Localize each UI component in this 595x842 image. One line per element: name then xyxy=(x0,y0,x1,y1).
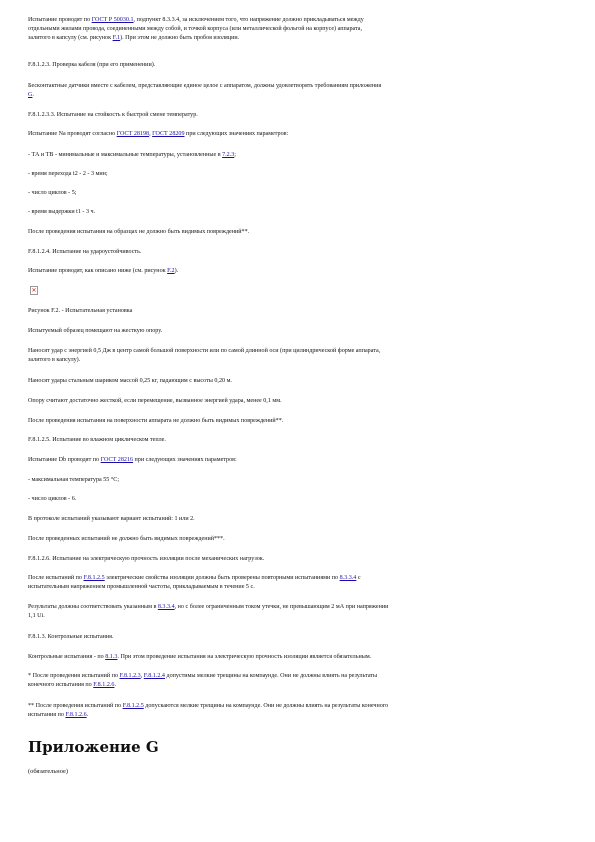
text: , xyxy=(140,673,144,679)
text: После испытаний по xyxy=(28,575,84,581)
text: , но с более ограниченным током утечки, не превышающим 2 мА при напряжении xyxy=(174,604,389,610)
paragraph-insulation xyxy=(28,574,568,592)
paragraph-control xyxy=(28,653,568,662)
link-8334-b[interactable]: 8.3.3.4 xyxy=(157,604,175,610)
figure-caption-f2: Рисунок F.2. - Испытательная установка xyxy=(28,308,133,314)
text: Контрольные испытания - по xyxy=(28,654,106,660)
paragraph-cable xyxy=(28,82,568,100)
paragraph-specimen: Испытуемый образец помещают на жесткую опору. xyxy=(28,328,163,334)
text: Испытание Db проводят по xyxy=(28,457,101,463)
footnote-2 xyxy=(28,702,568,720)
paragraph-after-test-3: После проведенных испытаний не должно быть видимых повреждений***. xyxy=(28,536,225,542)
paragraph-test-db xyxy=(28,456,568,465)
text: ** После проведения испытаний по xyxy=(28,703,123,709)
paragraph-after-test-1: После проведения испытания на образцах не должно быть видимых повреждений**. xyxy=(28,229,250,235)
section-f813-title: F.8.1.3. Контрольные испытания. xyxy=(28,634,114,640)
text: Бесконтактные датчики вместе с кабелем, представляющие единое целое с аппаратом, должны удовлетворять требованиям приложения xyxy=(28,83,382,89)
text: Наносят удар с энергией 0,5 Дж в центр самой большой поверхности или по самой длинной оси (при цилиндрической форме аппарата, xyxy=(28,348,381,354)
paragraph-after-test-2: После проведения испытания на поверхности аппарата не должно быть видимых повреждений**. xyxy=(28,418,284,424)
link-gost-28198[interactable]: ГОСТ 28198 xyxy=(116,131,150,137)
paragraph-impact xyxy=(28,267,568,276)
text: испытательным напряжением промышленной частоты, прикладываемым в течение 5 с. xyxy=(28,583,255,590)
link-gost-r-50030-1[interactable]: ГОСТ Р 50030.1 xyxy=(91,17,134,23)
text: . xyxy=(86,711,89,718)
section-f8123-title: F.8.1.2.3. Проверка кабеля (при его применении). xyxy=(28,62,156,68)
section-f8124-title: F.8.1.2.4. Испытание на удароустойчивость. xyxy=(28,249,142,255)
text: ). xyxy=(174,268,179,274)
section-f8126-title: F.8.1.2.6. Испытание на электрическую прочность изоляции после механических нагрузок. xyxy=(28,556,265,562)
item-hold-time: - время выдержки t1 - 3 ч. xyxy=(28,209,96,215)
link-f8124[interactable]: F.8.1.2.4 xyxy=(143,673,165,679)
text: допустимы мелкие трещины на компаунде. Они не должны влиять на результаты xyxy=(164,673,378,679)
text: допускаются мелкие трещины на компаунде. Они не должны влиять на результаты конечного xyxy=(143,703,389,709)
text: . xyxy=(114,681,116,688)
text: испытания по xyxy=(28,711,66,718)
paragraph-test-na xyxy=(28,130,568,139)
paragraph-protocol: В протоколе испытаний указывают вариант испытаний: 1 или 2. xyxy=(28,516,195,522)
link-f8125[interactable]: F.8.1.2.5 xyxy=(83,575,105,581)
text: Испытание Na проводят согласно xyxy=(28,131,117,137)
item-cycles-5: - число циклов - 5; xyxy=(28,190,77,196)
text: Испытание проводят, как описано ниже (см. рисунок xyxy=(28,268,168,274)
link-f8126-b[interactable]: F.8.1.2.6 xyxy=(65,711,87,718)
text: при следующих значениях параметров: xyxy=(184,131,289,137)
text: ; xyxy=(234,152,236,158)
text: отдельными жилами провода, соединенными между собой, и точкой корпуса (или металлической фольгой на корпусе) аппарата, xyxy=(28,25,363,32)
item-transition-time: - время перехода t2 - 2 - 3 мин; xyxy=(28,171,108,177)
text: при следующих значениях параметров: xyxy=(133,457,237,463)
link-f8125-b[interactable]: F.8.1.2.5 xyxy=(122,703,144,709)
link-8334[interactable]: 8.3.3.4 xyxy=(339,575,357,581)
section-f81233-title: F.8.1.2.3.3. Испытание на стойкость к быстрой смене температур. xyxy=(28,112,198,118)
text: Результаты должны соответствовать указанным в xyxy=(28,604,158,610)
text: залитого в капсулу (см. рисунок xyxy=(28,34,113,41)
text: , xyxy=(149,131,153,137)
link-appendix-g[interactable]: G xyxy=(28,91,33,98)
text: с xyxy=(356,575,361,581)
text: ). При этом не должно быть пробоя изоляции. xyxy=(120,34,240,41)
paragraph-dielectric-test xyxy=(28,16,568,42)
item-cycles-6: - число циклов - 6. xyxy=(28,496,77,502)
text: . xyxy=(32,91,34,98)
link-813[interactable]: 8.1.3 xyxy=(105,654,118,660)
link-figure-f2[interactable]: F.2 xyxy=(167,268,175,274)
link-gost-28216[interactable]: ГОСТ 28216 xyxy=(100,457,134,463)
text: конечного испытания по xyxy=(28,681,94,688)
section-f8125-title: F.8.1.2.5. Испытание во влажном циклическом тепле. xyxy=(28,437,166,443)
text: залитого в капсулу). xyxy=(28,356,81,363)
paragraph-temperatures xyxy=(28,151,568,160)
paragraph-steel-ball: Наносят удары стальным шариком массой 0,25 кг, падающим с высоты 0,20 м. xyxy=(28,378,232,384)
appendix-g-mandatory-note: (обязательное) xyxy=(28,768,68,775)
footnote-1 xyxy=(28,672,568,690)
paragraph-strike xyxy=(28,347,568,365)
link-gost-28209[interactable]: ГОСТ 28209 xyxy=(152,131,185,137)
text: * После проведения испытаний по xyxy=(28,673,120,679)
link-figure-f1[interactable]: F.1 xyxy=(112,34,121,41)
appendix-g-heading: Приложение G xyxy=(28,738,159,756)
paragraph-support: Опору считают достаточно жесткой, если перемещение, вызванное энергией удара, менее 0,1 мм. xyxy=(28,398,282,404)
text: , подпункт 8.3.3.4, за исключением того, что напряжение должно прикладываться между xyxy=(133,17,364,23)
text: . При этом проведение испытания на электрическую прочность изоляции является обязательным. xyxy=(117,654,372,660)
link-f8126[interactable]: F.8.1.2.6 xyxy=(93,681,115,688)
text: - ТА и ТВ - минимальные и максимальные температуры, установленные в xyxy=(28,152,223,158)
text: Испытание проводят по xyxy=(28,17,92,23)
broken-image-icon: ✕ xyxy=(31,286,37,294)
text: электрические свойства изоляции должны быть проверены повторными испытаниями по xyxy=(104,575,340,581)
link-f8123[interactable]: F.8.1.2.3 xyxy=(119,673,141,679)
paragraph-results xyxy=(28,603,568,621)
text: 1,1 Ui. xyxy=(28,612,45,619)
item-max-temperature: - максимальная температура 55 °С; xyxy=(28,477,120,483)
link-7-2-3[interactable]: 7.2.3 xyxy=(222,152,235,158)
